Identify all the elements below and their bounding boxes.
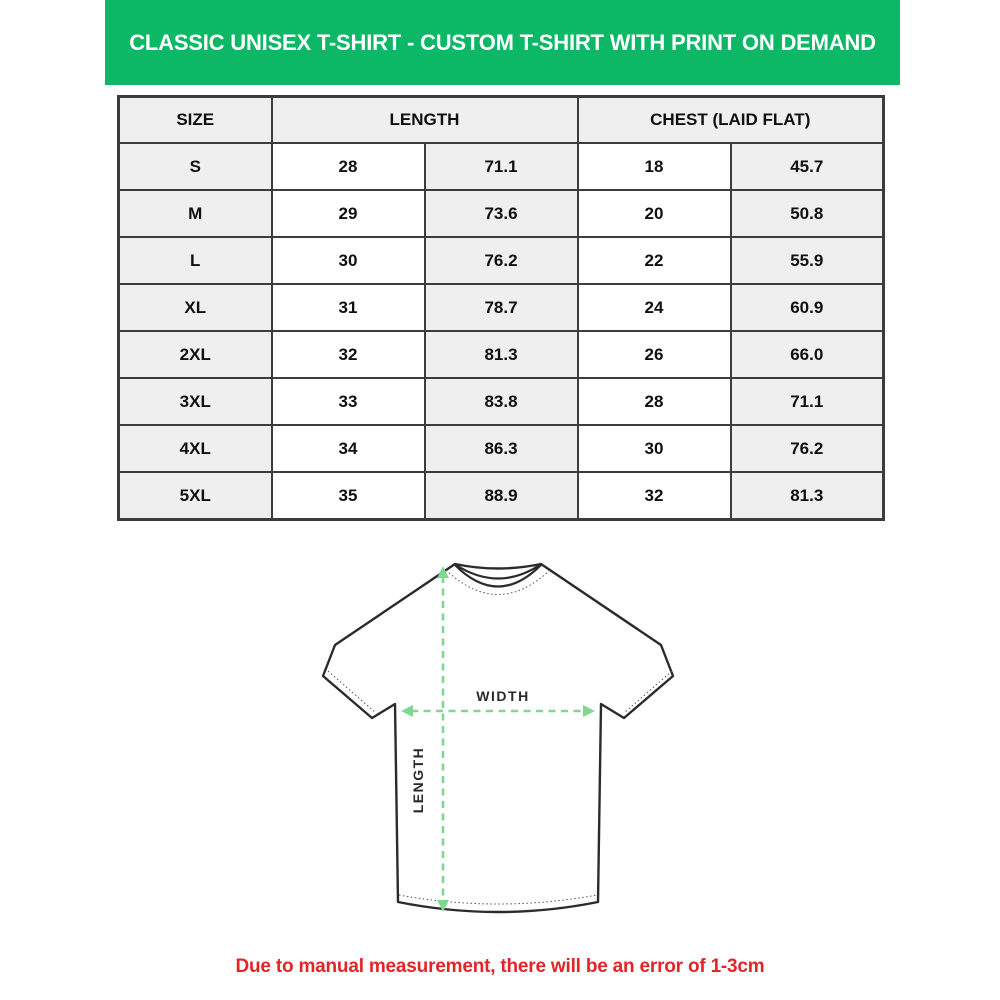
chest-in-cell: 24 — [578, 284, 731, 331]
table-row — [119, 378, 884, 425]
length-in-cell: 35 — [272, 472, 425, 520]
measurement-error-note: Due to manual measurement, there will be an error of 1-3cm — [235, 956, 765, 977]
length-in-cell: 34 — [272, 425, 425, 472]
chest-cm-cell: 81.3 — [731, 472, 884, 520]
chest-in-cell: 22 — [578, 237, 731, 284]
chest-in-cell: 30 — [578, 425, 731, 472]
length-cm-cell: 71.1 — [425, 143, 578, 190]
table-row — [119, 425, 884, 472]
size-cell: L — [119, 237, 272, 284]
chest-cm-cell: 45.7 — [731, 143, 884, 190]
tshirt-outline — [323, 564, 673, 912]
chest-in-cell: 20 — [578, 190, 731, 237]
chest-cm-cell: 66.0 — [731, 331, 884, 378]
length-in-cell: 33 — [272, 378, 425, 425]
length-cm-cell: 73.6 — [425, 190, 578, 237]
chest-in-cell: 26 — [578, 331, 731, 378]
header-size: SIZE — [119, 97, 272, 144]
table-row — [119, 143, 884, 190]
size-table-container — [117, 95, 885, 521]
table-row — [119, 284, 884, 331]
width-label: WIDTH — [476, 688, 530, 704]
size-cell: M — [119, 190, 272, 237]
length-in-cell: 28 — [272, 143, 425, 190]
table-row — [119, 190, 884, 237]
table-row — [119, 331, 884, 378]
size-cell: 2XL — [119, 331, 272, 378]
table-row — [119, 237, 884, 284]
length-cm-cell: 78.7 — [425, 284, 578, 331]
chest-cm-cell: 55.9 — [731, 237, 884, 284]
size-cell: 3XL — [119, 378, 272, 425]
length-cm-cell: 86.3 — [425, 425, 578, 472]
length-in-cell: 29 — [272, 190, 425, 237]
header-chest: CHEST (LAID FLAT) — [578, 97, 884, 144]
chest-in-cell: 32 — [578, 472, 731, 520]
size-table — [117, 95, 885, 521]
tshirt-diagram — [320, 545, 680, 930]
length-label: LENGTH — [410, 746, 426, 814]
chest-cm-cell: 60.9 — [731, 284, 884, 331]
length-in-cell: 32 — [272, 331, 425, 378]
length-cm-cell: 81.3 — [425, 331, 578, 378]
chest-cm-cell: 76.2 — [731, 425, 884, 472]
size-cell: S — [119, 143, 272, 190]
length-in-cell: 31 — [272, 284, 425, 331]
length-in-cell: 30 — [272, 237, 425, 284]
chest-in-cell: 28 — [578, 378, 731, 425]
size-cell: 5XL — [119, 472, 272, 520]
page-title: CLASSIC UNISEX T-SHIRT - CUSTOM T-SHIRT WITH PRINT ON DEMAND — [129, 29, 876, 55]
chest-in-cell: 18 — [578, 143, 731, 190]
length-cm-cell: 88.9 — [425, 472, 578, 520]
length-cm-cell: 83.8 — [425, 378, 578, 425]
length-cm-cell: 76.2 — [425, 237, 578, 284]
header-row — [119, 97, 884, 144]
chest-cm-cell: 50.8 — [731, 190, 884, 237]
chest-cm-cell: 71.1 — [731, 378, 884, 425]
table-row — [119, 472, 884, 520]
size-cell: XL — [119, 284, 272, 331]
header-length: LENGTH — [272, 97, 578, 144]
title-banner — [105, 0, 900, 85]
size-cell: 4XL — [119, 425, 272, 472]
